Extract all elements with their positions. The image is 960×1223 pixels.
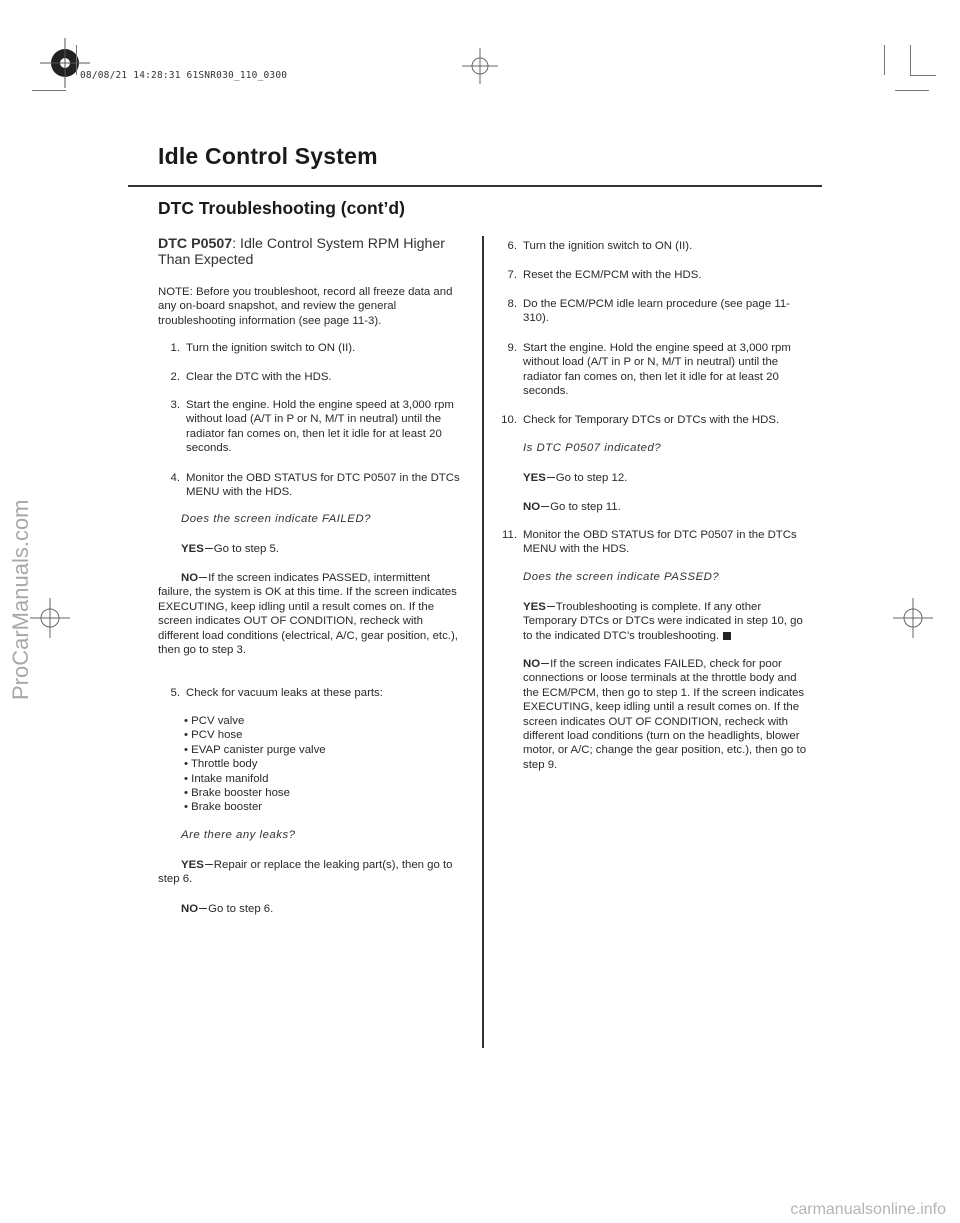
answer-text: If the screen indicates FAILED, check for poor connections or loose terminals at the throttle body and the ECM/PCM, then go to step 1. If the screen indicates EXECUTING, keep idling until a result comes on. If the screen indicates OUT OF CONDITION, recheck with different load conditions (turn on the headlights, blower motor, or A/C; change the gear position, etc.), then go to step 9. — [523, 658, 807, 771]
question-4: Does the screen indicate FAILED? — [181, 513, 371, 525]
step-number: 8. — [507, 298, 517, 310]
step-text: Monitor the OBD STATUS for DTC P0507 in the DTCs MENU with the HDS. — [523, 529, 797, 556]
no-label: NO — [523, 658, 541, 670]
side-watermark: ProCarManuals.com — [8, 499, 33, 700]
answer-text: Troubleshooting is complete. If any other Temporary DTCs or DTCs were indicated in step 10, go to the indicated DTC’s troubleshooting. — [523, 601, 803, 642]
answer-text: Go to step 6. — [208, 903, 274, 915]
step-number: 4. — [170, 472, 180, 484]
list-item: • PCV hose — [184, 728, 326, 742]
answer-text: Go to step 5. — [213, 543, 280, 555]
step-number: 1. — [170, 342, 180, 354]
step-number: 7. — [507, 269, 517, 281]
question-11: Does the screen indicate PASSED? — [523, 571, 720, 583]
column-divider — [482, 236, 484, 1048]
step-number: 10. — [501, 414, 517, 426]
step-number: 3. — [170, 399, 180, 411]
list-item: • Brake booster — [184, 800, 326, 814]
list-item: • Throttle body — [184, 757, 326, 771]
step-2 — [158, 370, 468, 384]
step-number: 2. — [170, 371, 180, 383]
crosshair-icon — [30, 598, 70, 638]
answer-text: If the screen indicates PASSED, intermittent failure, the system is OK at this time. If the screen indicates EXECUTING, keep idling until a result comes on. If the screen indicates OUT OF CONDITION, recheck with different load conditions (electrical, A/C, gear position, etc.), then go to step 3. — [158, 572, 458, 657]
step-text: Turn the ignition switch to ON (II). — [523, 240, 693, 252]
step-6 — [495, 239, 810, 253]
no-label: NO — [181, 903, 199, 915]
list-item: • EVAP canister purge valve — [184, 743, 326, 757]
step-text: Turn the ignition switch to ON (II). — [186, 342, 356, 354]
no-label: NO — [181, 572, 199, 584]
dtc-heading — [158, 236, 468, 268]
step-text: Monitor the OBD STATUS for DTC P0507 in the DTCs MENU with the HDS. — [186, 472, 460, 499]
step-7 — [495, 268, 810, 282]
yes-label: YES — [523, 601, 546, 613]
dtc-description: : Idle Control System RPM Higher Than Expected — [158, 236, 446, 268]
no-label: NO — [523, 501, 541, 513]
bottom-watermark: carmanualsonline.info — [790, 1201, 946, 1218]
answer-no-4 — [158, 571, 464, 657]
question-10: Is DTC P0507 indicated? — [523, 442, 662, 454]
step-1 — [158, 341, 468, 355]
step-text: Start the engine. Hold the engine speed at 3,000 rpm without load (A/T in P or N, M/T in neutral) until the radiator fan comes on, then let it idle for at least 20 seconds. — [186, 399, 454, 455]
step-text: Check for Temporary DTCs or DTCs with the HDS. — [523, 414, 780, 426]
step-text: Reset the ECM/PCM with the HDS. — [523, 269, 702, 281]
answer-no-5 — [181, 902, 466, 916]
yes-label: YES — [181, 543, 204, 555]
answer-yes-10 — [523, 471, 808, 485]
step-text: Check for vacuum leaks at these parts: — [186, 687, 383, 699]
list-item: • PCV valve — [184, 714, 326, 728]
answer-no-11 — [523, 657, 811, 772]
answer-text: Repair or replace the leaking part(s), then go to step 6. — [158, 859, 453, 886]
step-number: 11. — [502, 529, 517, 541]
answer-text: Go to step 11. — [550, 501, 621, 513]
section-subtitle: DTC Troubleshooting (cont’d) — [158, 198, 405, 218]
end-of-procedure-icon — [723, 632, 731, 640]
step-text: Do the ECM/PCM idle learn procedure (see page 11-310). — [523, 298, 790, 325]
step-10 — [495, 413, 810, 427]
step-number: 6. — [507, 240, 517, 252]
answer-yes-5 — [158, 858, 464, 887]
crosshair-icon — [462, 48, 498, 84]
note-text: NOTE: Before you troubleshoot, record all freeze data and any on-board snapshot, and review the general troubleshooting information (see page 11-3). — [158, 286, 453, 327]
step-11 — [495, 528, 800, 557]
answer-no-10 — [523, 500, 808, 514]
step-9 — [495, 341, 800, 399]
step-8 — [495, 297, 795, 326]
yes-label: YES — [181, 859, 204, 871]
list-item: • Brake booster hose — [184, 786, 326, 800]
title-rule — [128, 185, 822, 187]
step-text: Clear the DTC with the HDS. — [186, 371, 332, 383]
step-number: 5. — [170, 687, 180, 699]
yes-label: YES — [523, 472, 546, 484]
step-4 — [158, 471, 463, 500]
step-text: Start the engine. Hold the engine speed at 3,000 rpm without load (A/T in P or N, M/T in neutral) until the radiator fan comes on, then let it idle for at least 20 seconds. — [523, 342, 791, 398]
dtc-code: DTC P0507 — [158, 236, 233, 252]
print-stamp: 08/08/21 14:28:31 61SNR030_110_0300 — [80, 70, 288, 81]
crosshair-icon — [893, 598, 933, 638]
step-3 — [158, 398, 463, 456]
question-5: Are there any leaks? — [181, 829, 296, 841]
answer-yes-4 — [181, 542, 466, 556]
parts-list — [184, 714, 326, 815]
answer-yes-11 — [523, 600, 811, 643]
page-title: Idle Control System — [158, 143, 378, 169]
answer-text: Go to step 12. — [555, 472, 628, 484]
list-item: • Intake manifold — [184, 772, 326, 786]
step-5 — [158, 686, 468, 700]
step-number: 9. — [507, 342, 517, 354]
